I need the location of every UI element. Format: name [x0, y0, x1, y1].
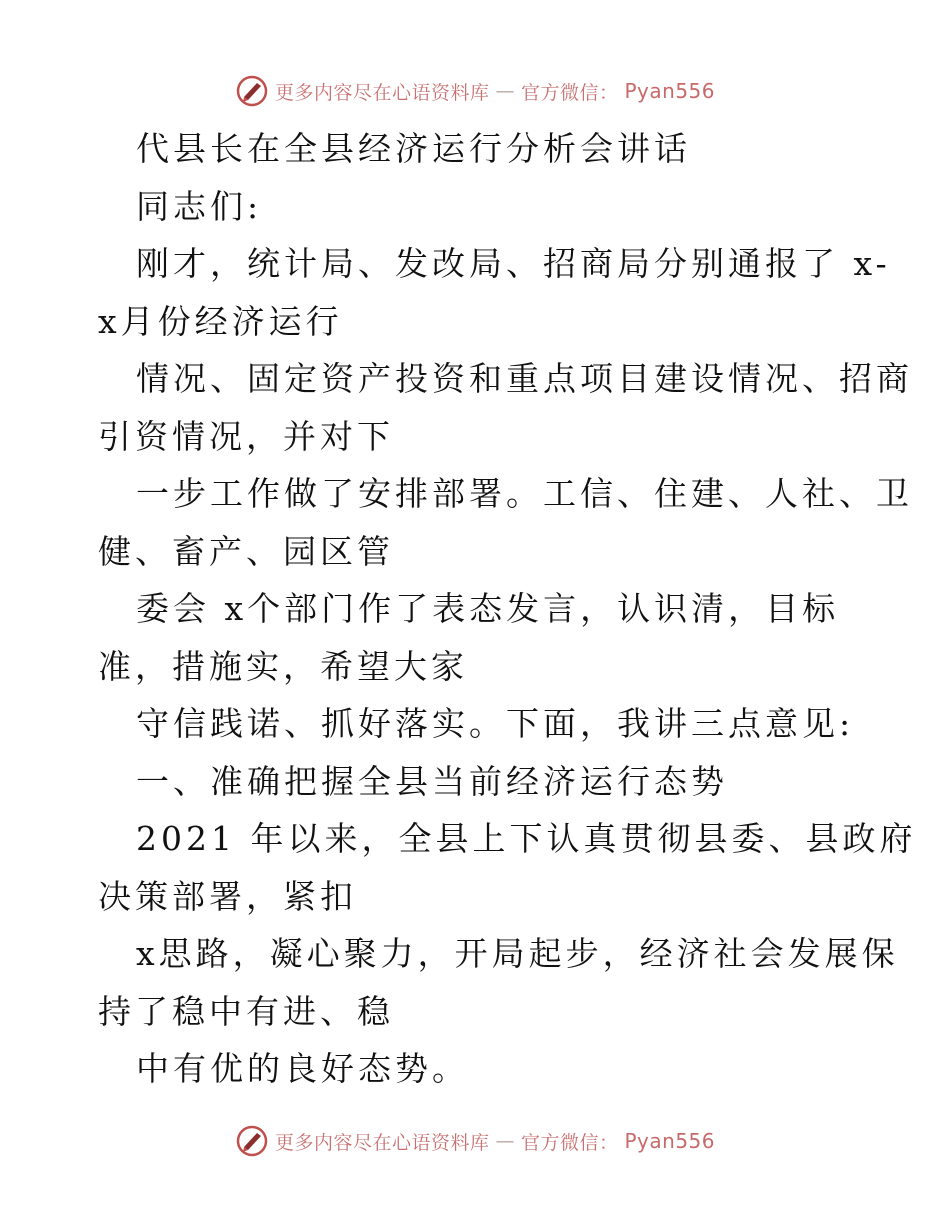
watermark-header — [0, 74, 950, 108]
text-line: 刚才，统计局、发改局、招商局分别通报了 x- — [136, 244, 891, 283]
text-line: 同志们: — [136, 186, 263, 226]
document-title: 代县长在全县经济运行分析会讲话 — [136, 129, 691, 168]
watermark-contact-label: 官方微信： — [520, 81, 619, 104]
text-line: 持了稳中有进、稳 — [98, 991, 394, 1031]
text-line: 2021 年以来，全县上下认真贯彻县委、县政府 — [136, 819, 917, 858]
text-line: 中有优的良好态势。 — [136, 1049, 469, 1088]
text-line: 情况、固定资产投资和重点项目建设情况、招商 — [136, 359, 913, 398]
document-body — [98, 120, 917, 1098]
watermark-contact-label: 官方微信： — [520, 1131, 619, 1154]
text-line: 决策部署，紧扣 — [98, 876, 357, 916]
watermark-site-text: 更多内容尽在心语资料库 — [274, 1131, 490, 1154]
watermark-footer — [0, 1124, 950, 1158]
text-line: 委会 x个部门作了表态发言，认识清，目标 — [136, 589, 840, 628]
text-line: x思路，凝心聚力，开局起步，经济社会发展保 — [136, 934, 899, 973]
watermark-contact-id: Pyan556 — [624, 79, 716, 103]
watermark-logo-icon — [235, 1124, 269, 1158]
watermark-dash: — — [495, 1130, 515, 1152]
text-line: 一、准确把握全县当前经济运行态势 — [136, 761, 728, 801]
watermark-dash: — — [495, 80, 515, 102]
text-line: x月份经济运行 — [98, 301, 343, 341]
text-line: 一步工作做了安排部署。工信、住建、人社、卫 — [136, 474, 913, 513]
text-line: 准，措施实，希望大家 — [98, 646, 468, 686]
text-line: 健、畜产、园区管 — [98, 531, 394, 571]
watermark-contact-id: Pyan556 — [624, 1129, 716, 1153]
text-line: 引资情况，并对下 — [98, 416, 394, 456]
watermark-site-text: 更多内容尽在心语资料库 — [274, 81, 490, 104]
text-line: 守信践诺、抓好落实。下面，我讲三点意见: — [136, 704, 855, 743]
watermark-logo-icon — [235, 74, 269, 108]
